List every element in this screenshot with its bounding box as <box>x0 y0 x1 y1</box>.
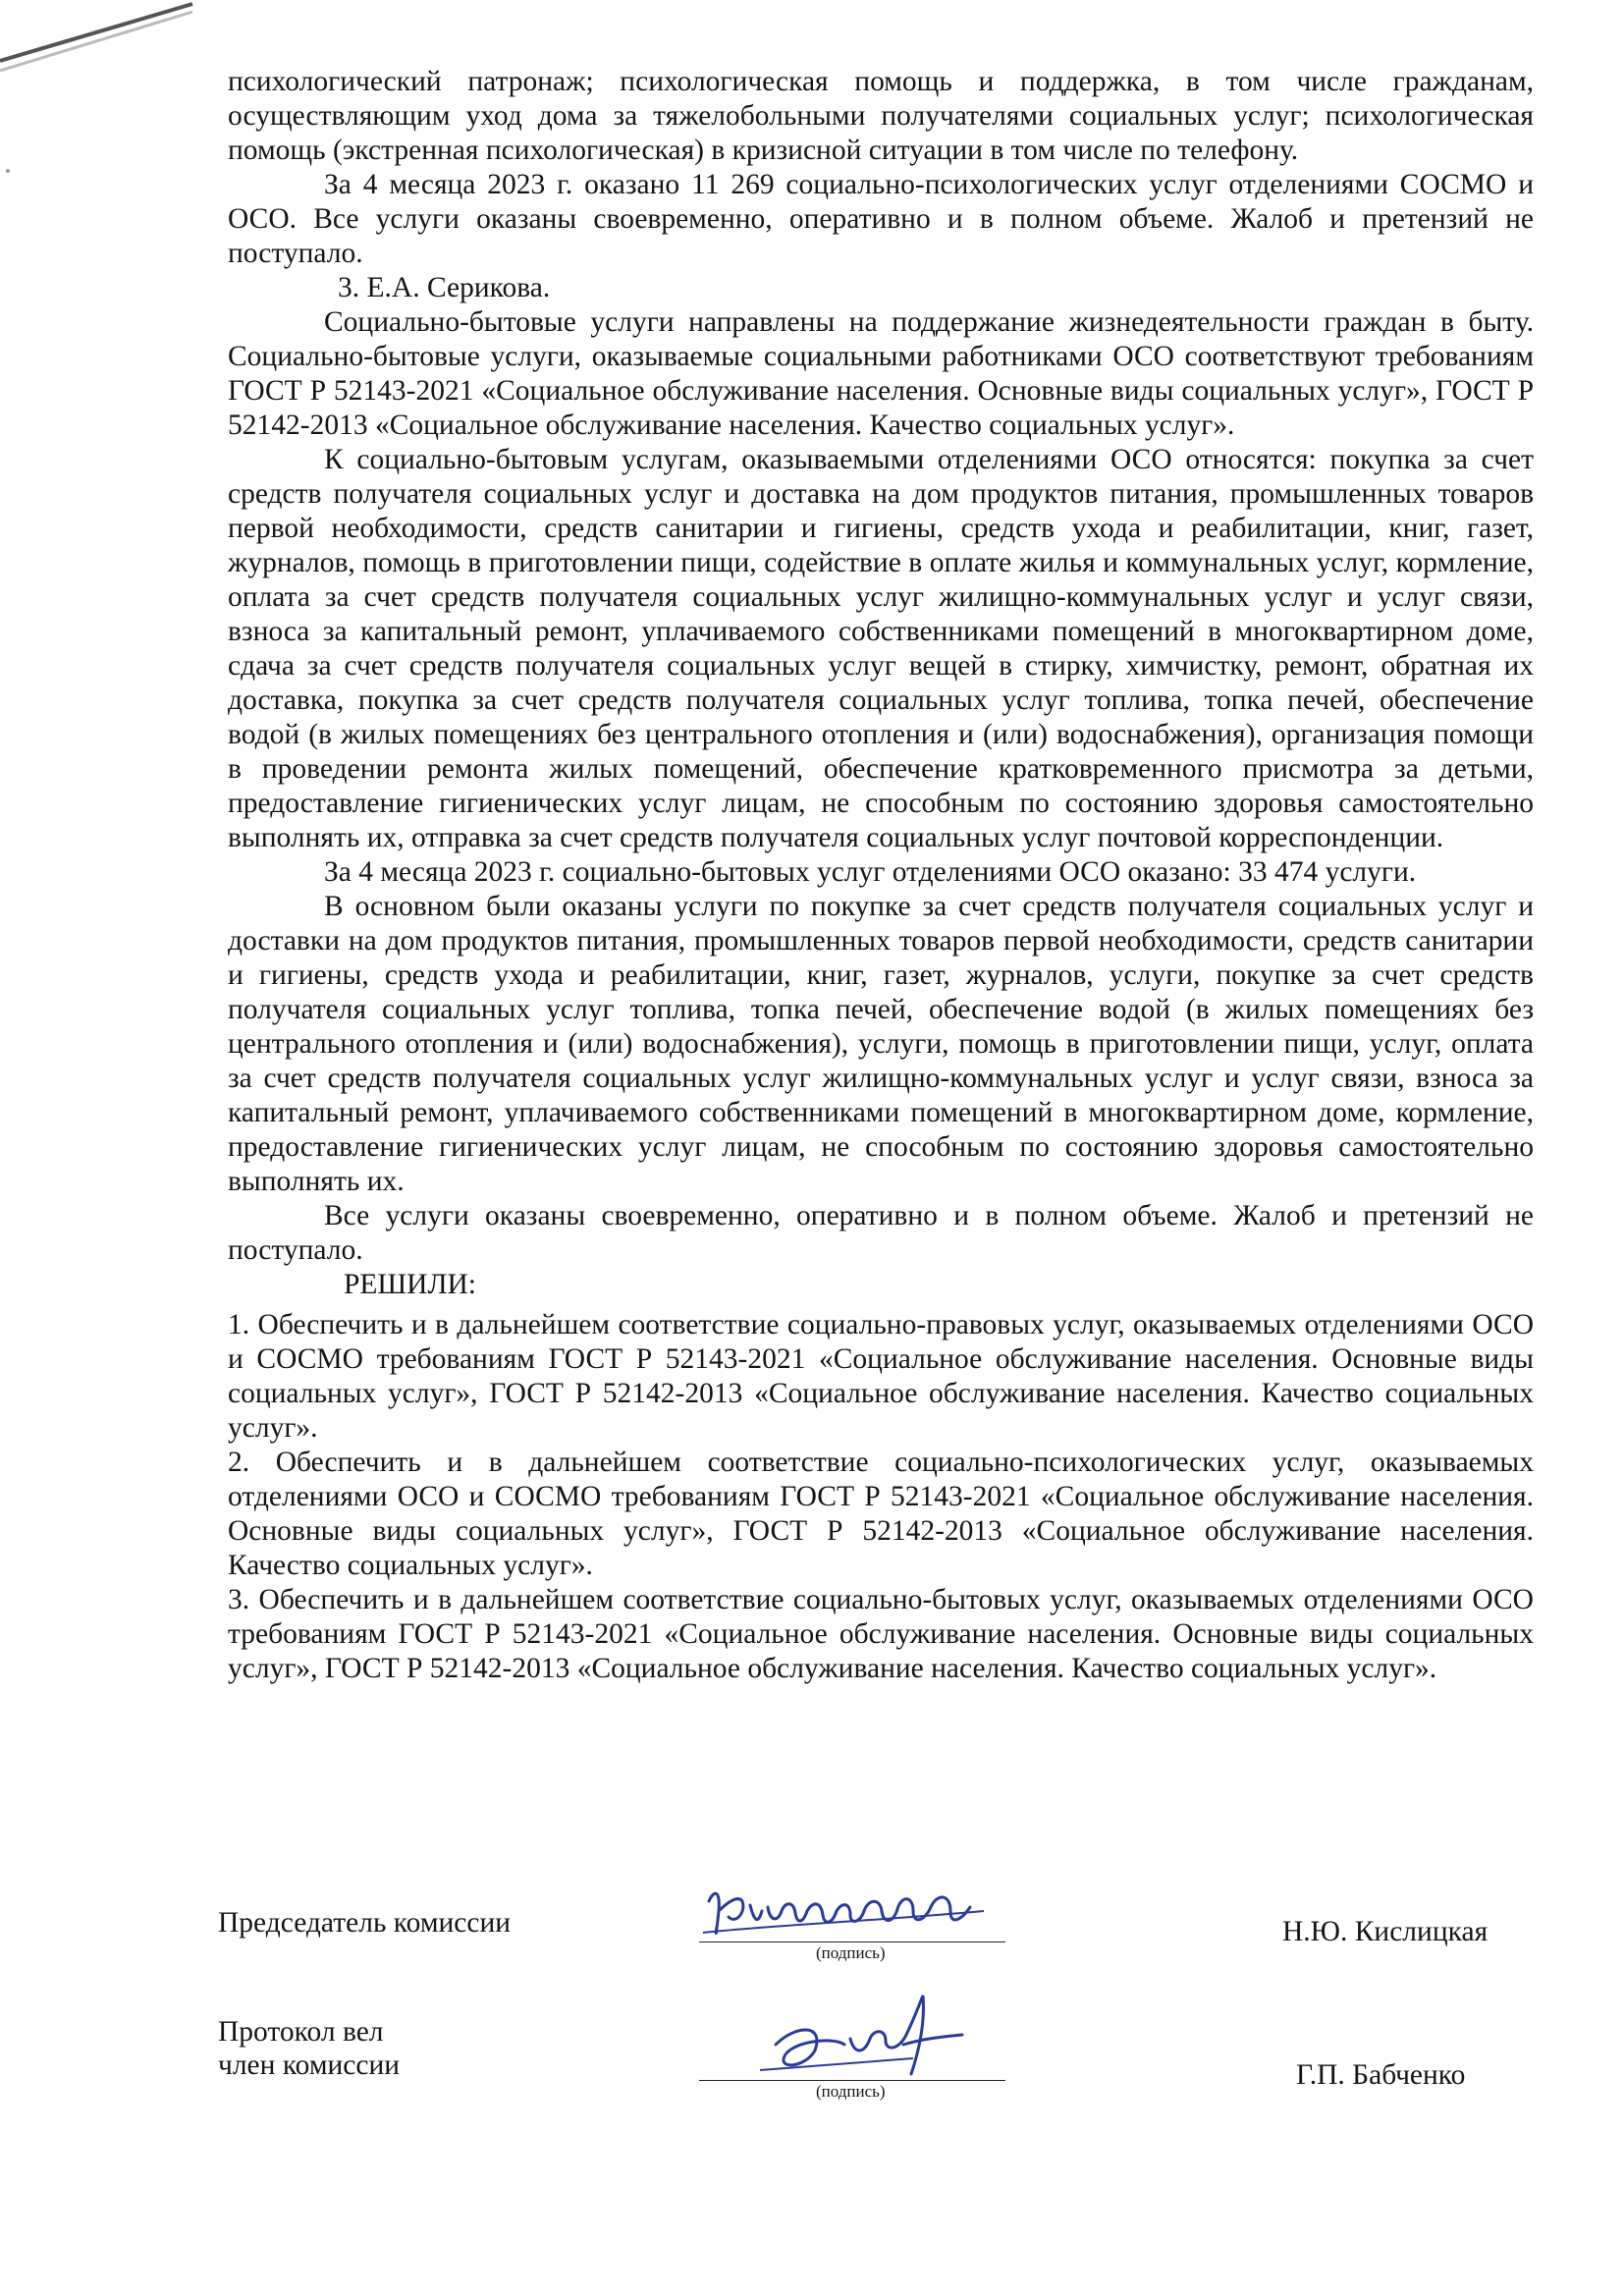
secretary-signature <box>756 1986 992 2082</box>
decision-item: 1. Обеспечить и в дальнейшем соответствие социально-правовых услуг, оказываемых отделениями ОСО и СОСМО требованиям ГОСТ Р 52143-2021 «Социальное обслуживание населения. Основные виды социальных услуг», ГОСТ Р 52142-2013 «Социальное обслуживание населения. Качество социальных услуг». <box>228 1309 1534 1444</box>
paragraph-psych-patronage: психологический патронаж; психологическая помощь и поддержка, в том числе гражданам, осуществляющим уход дома за тяжелобольными получателями социальных услуг; психологическая помощь (экстренная психологическая) в кризисной ситуации в том числе по телефону. <box>228 66 1534 166</box>
secretary-role-line-2: член комиссии <box>218 2050 401 2081</box>
decision-heading: РЕШИЛИ: <box>344 1269 476 1300</box>
paragraph-household-intro: Социально-бытовые услуги направлены на поддержание жизнедеятельности граждан в быту. Социально-бытовые услуги, оказываемые социальными работниками ОСО соответствуют требованиям ГОСТ Р 52143-2021 «Социальное обслуживание населения. Основные виды социальных услуг», ГОСТ Р 52142-2013 «Социальное обслуживание населения. Качество социальных услуг». <box>228 306 1534 441</box>
secretary-signature-line <box>699 2080 1005 2081</box>
scan-dot <box>6 169 10 173</box>
paragraph-household-stats: За 4 месяца 2023 г. социально-бытовых услуг отделениями ОСО оказано: 33 474 услуги. <box>324 856 1417 888</box>
secretary-name: Г.П. Бабченко <box>1296 2059 1466 2091</box>
secretary-role-line-1: Протокол вел <box>218 2016 384 2048</box>
paragraph-psych-stats: За 4 месяца 2023 г. оказано 11 269 социально-психологических услуг отделениями СОСМО и ОСО. Все услуги оказаны своевременно, оперативно и в полном объеме. Жалоб и претензий не поступало. <box>228 169 1534 269</box>
chair-signature <box>699 1872 994 1948</box>
chair-name: Н.Ю. Кислицкая <box>1282 1916 1489 1947</box>
paragraph-no-complaints: Все услуги оказаны своевременно, оперативно и в полном объеме. Жалоб и претензий не поступало. <box>228 1200 1534 1266</box>
decision-item: 2. Обеспечить и в дальнейшем соответствие социально-психологических услуг, оказываемых отделениями ОСО и СОСМО требованиям ГОСТ Р 52143-2021 «Социальное обслуживание населения. Основные виды социальных услуг», ГОСТ Р 52142-2013 «Социальное обслуживание населения. Качество социальных услуг». <box>228 1447 1534 1581</box>
chair-signature-caption: (подпись) <box>816 1943 886 1962</box>
speaker-heading: 3. Е.А. Серикова. <box>338 272 551 303</box>
decision-list <box>228 1308 1534 1686</box>
decision-item: 3. Обеспечить и в дальнейшем соответствие социально-бытовых услуг, оказываемых отделениями ОСО требованиям ГОСТ Р 52143-2021 «Социальное обслуживание населения. Основные виды социальных услуг», ГОСТ Р 52142-2013 «Социальное обслуживание населения. Качество социальных услуг». <box>228 1584 1534 1684</box>
scan-edge-mark <box>0 0 206 88</box>
chair-role: Председатель комиссии <box>218 1907 512 1939</box>
secretary-role <box>218 2015 400 2082</box>
secretary-signature-caption: (подпись) <box>816 2082 886 2101</box>
paragraph-household-list: К социально-бытовым услугам, оказываемыми отделениями ОСО относятся: покупка за счет средств получателя социальных услуг и доставка на дом продуктов питания, промышленных товаров первой необходимости, средств санитарии и гигиены, средств ухода и реабилитации, книг, газет, журналов, помощь в приготовлении пищи, содействие в оплате жилья и коммунальных услуг, кормление, оплата за счет средств получателя социальных услуг жилищно-коммунальных услуг и услуг связи, взноса за капитальный ремонт, уплачиваемого собственниками помещений в многоквартирном доме, сдача за счет средств получателя социальных услуг вещей в стирку, химчистку, ремонт, обратная их доставка, покупка за счет средств получателя социальных услуг топлива, топка печей, обеспечение водой (в жилых помещениях без центрального отопления и (или) водоснабжения), организация помощи в проведении ремонта жилых помещений, обеспечение кратковременного присмотра за детьми, предоставление гигиенических услуг лицам, не способным по состоянию здоровья самостоятельно выполнять их, отправка за счет средств получателя социальных услуг почтовой корреспонденции. <box>228 444 1534 853</box>
document-body <box>228 65 1534 1686</box>
chair-signature-line <box>699 1941 1005 1942</box>
paragraph-household-main: В основном были оказаны услуги по покупке за счет средств получателя социальных услуг и доставки на дом продуктов питания, промышленных товаров первой необходимости, средств санитарии и гигиены, средств ухода и реабилитации, книг, газет, журналов, услуги, покупке за счет средств получателя социальных услуг топлива, топка печей, обеспечение водой (в жилых помещениях без центрального отопления и (или) водоснабжения), услуги, помощь в приготовлении пищи, услуг, оплата за счет средств получателя социальных услуг жилищно-коммунальных услуг и услуг связи, взноса за капитальный ремонт, уплачиваемого собственниками помещений в многоквартирном доме, кормление, предоставление гигиенических услуг лицам, не способным по состоянию здоровья самостоятельно выполнять их. <box>228 891 1534 1197</box>
